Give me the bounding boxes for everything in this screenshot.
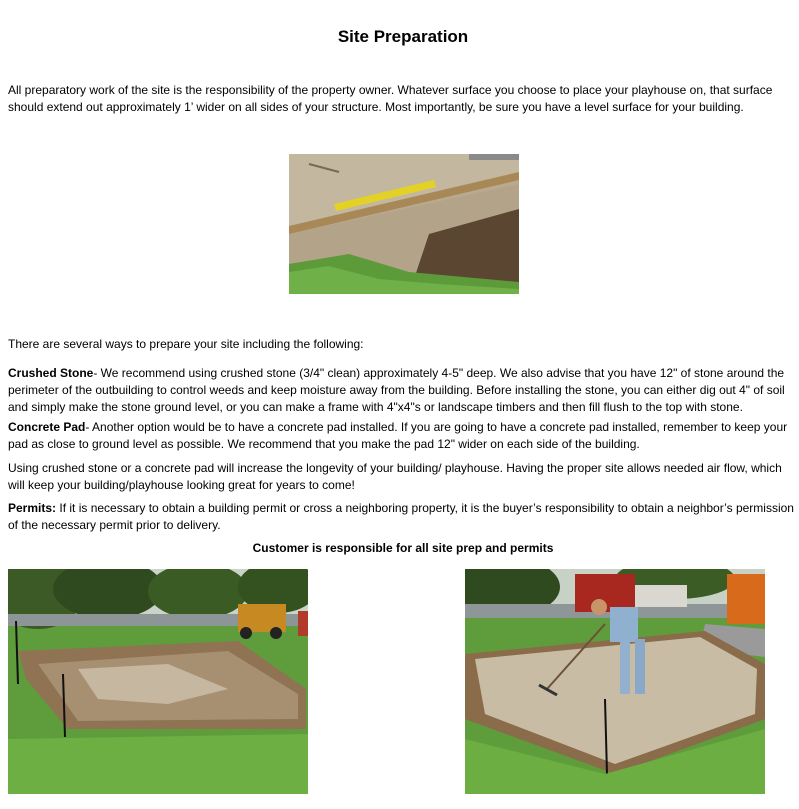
crushed-stone-paragraph bbox=[8, 365, 798, 416]
permits-paragraph bbox=[8, 500, 798, 534]
photo-prepared-dirt-site bbox=[8, 569, 308, 794]
intro-paragraph: All preparatory work of the site is the responsibility of the property owner. Whatever surface you choose to place your playhouse on, that surface should extend out approximately 1’ wider on all sides of your structure. Most importantly, be sure you have a level surface for your building. bbox=[8, 83, 773, 114]
concrete-pad-text: - Another option would be to have a concrete pad installed. If you are going to have a concrete pad installed, remember to keep your pad as close to ground level as possible. We recommend that you make the pad 12" wider on each side of the building. bbox=[8, 420, 788, 451]
concrete-pad-label: Concrete Pad bbox=[8, 420, 86, 434]
site-prep-note: Customer is responsible for all site prep and permits bbox=[252, 541, 554, 555]
photo-worker-raking-stone bbox=[465, 569, 765, 794]
page-title: Site Preparation bbox=[337, 27, 469, 46]
crushed-stone-text: - We recommend using crushed stone (3/4" clean) approximately 4-5" deep. We also advise that you have 12" of stone around the perimeter of the outbuilding to control weeds and keep moisture away from the building. Before installing the stone, you can either dig out 4" of soil and simply make the stone ground level, or you can make a frame with 4"x4"s or landscape timbers and then fill flush to the top with stone. bbox=[8, 366, 785, 414]
permits-label: Permits: bbox=[8, 501, 57, 515]
photo-level-on-gravel bbox=[289, 154, 519, 294]
concrete-pad-paragraph bbox=[8, 419, 798, 453]
permits-text: If it is necessary to obtain a building permit or cross a neighboring property, it is the buyer’s responsibility to obtain a neighbor’s permission of the necessary permit prior to delivery. bbox=[8, 501, 794, 532]
longevity-paragraph: Using crushed stone or a concrete pad will increase the longevity of your building/ playhouse. Having the proper site allows needed air flow, which will keep your building/playhouse looking great for years to come! bbox=[8, 461, 782, 492]
crushed-stone-label: Crushed Stone bbox=[8, 366, 94, 380]
ways-intro: There are several ways to prepare your site including the following: bbox=[8, 337, 364, 351]
